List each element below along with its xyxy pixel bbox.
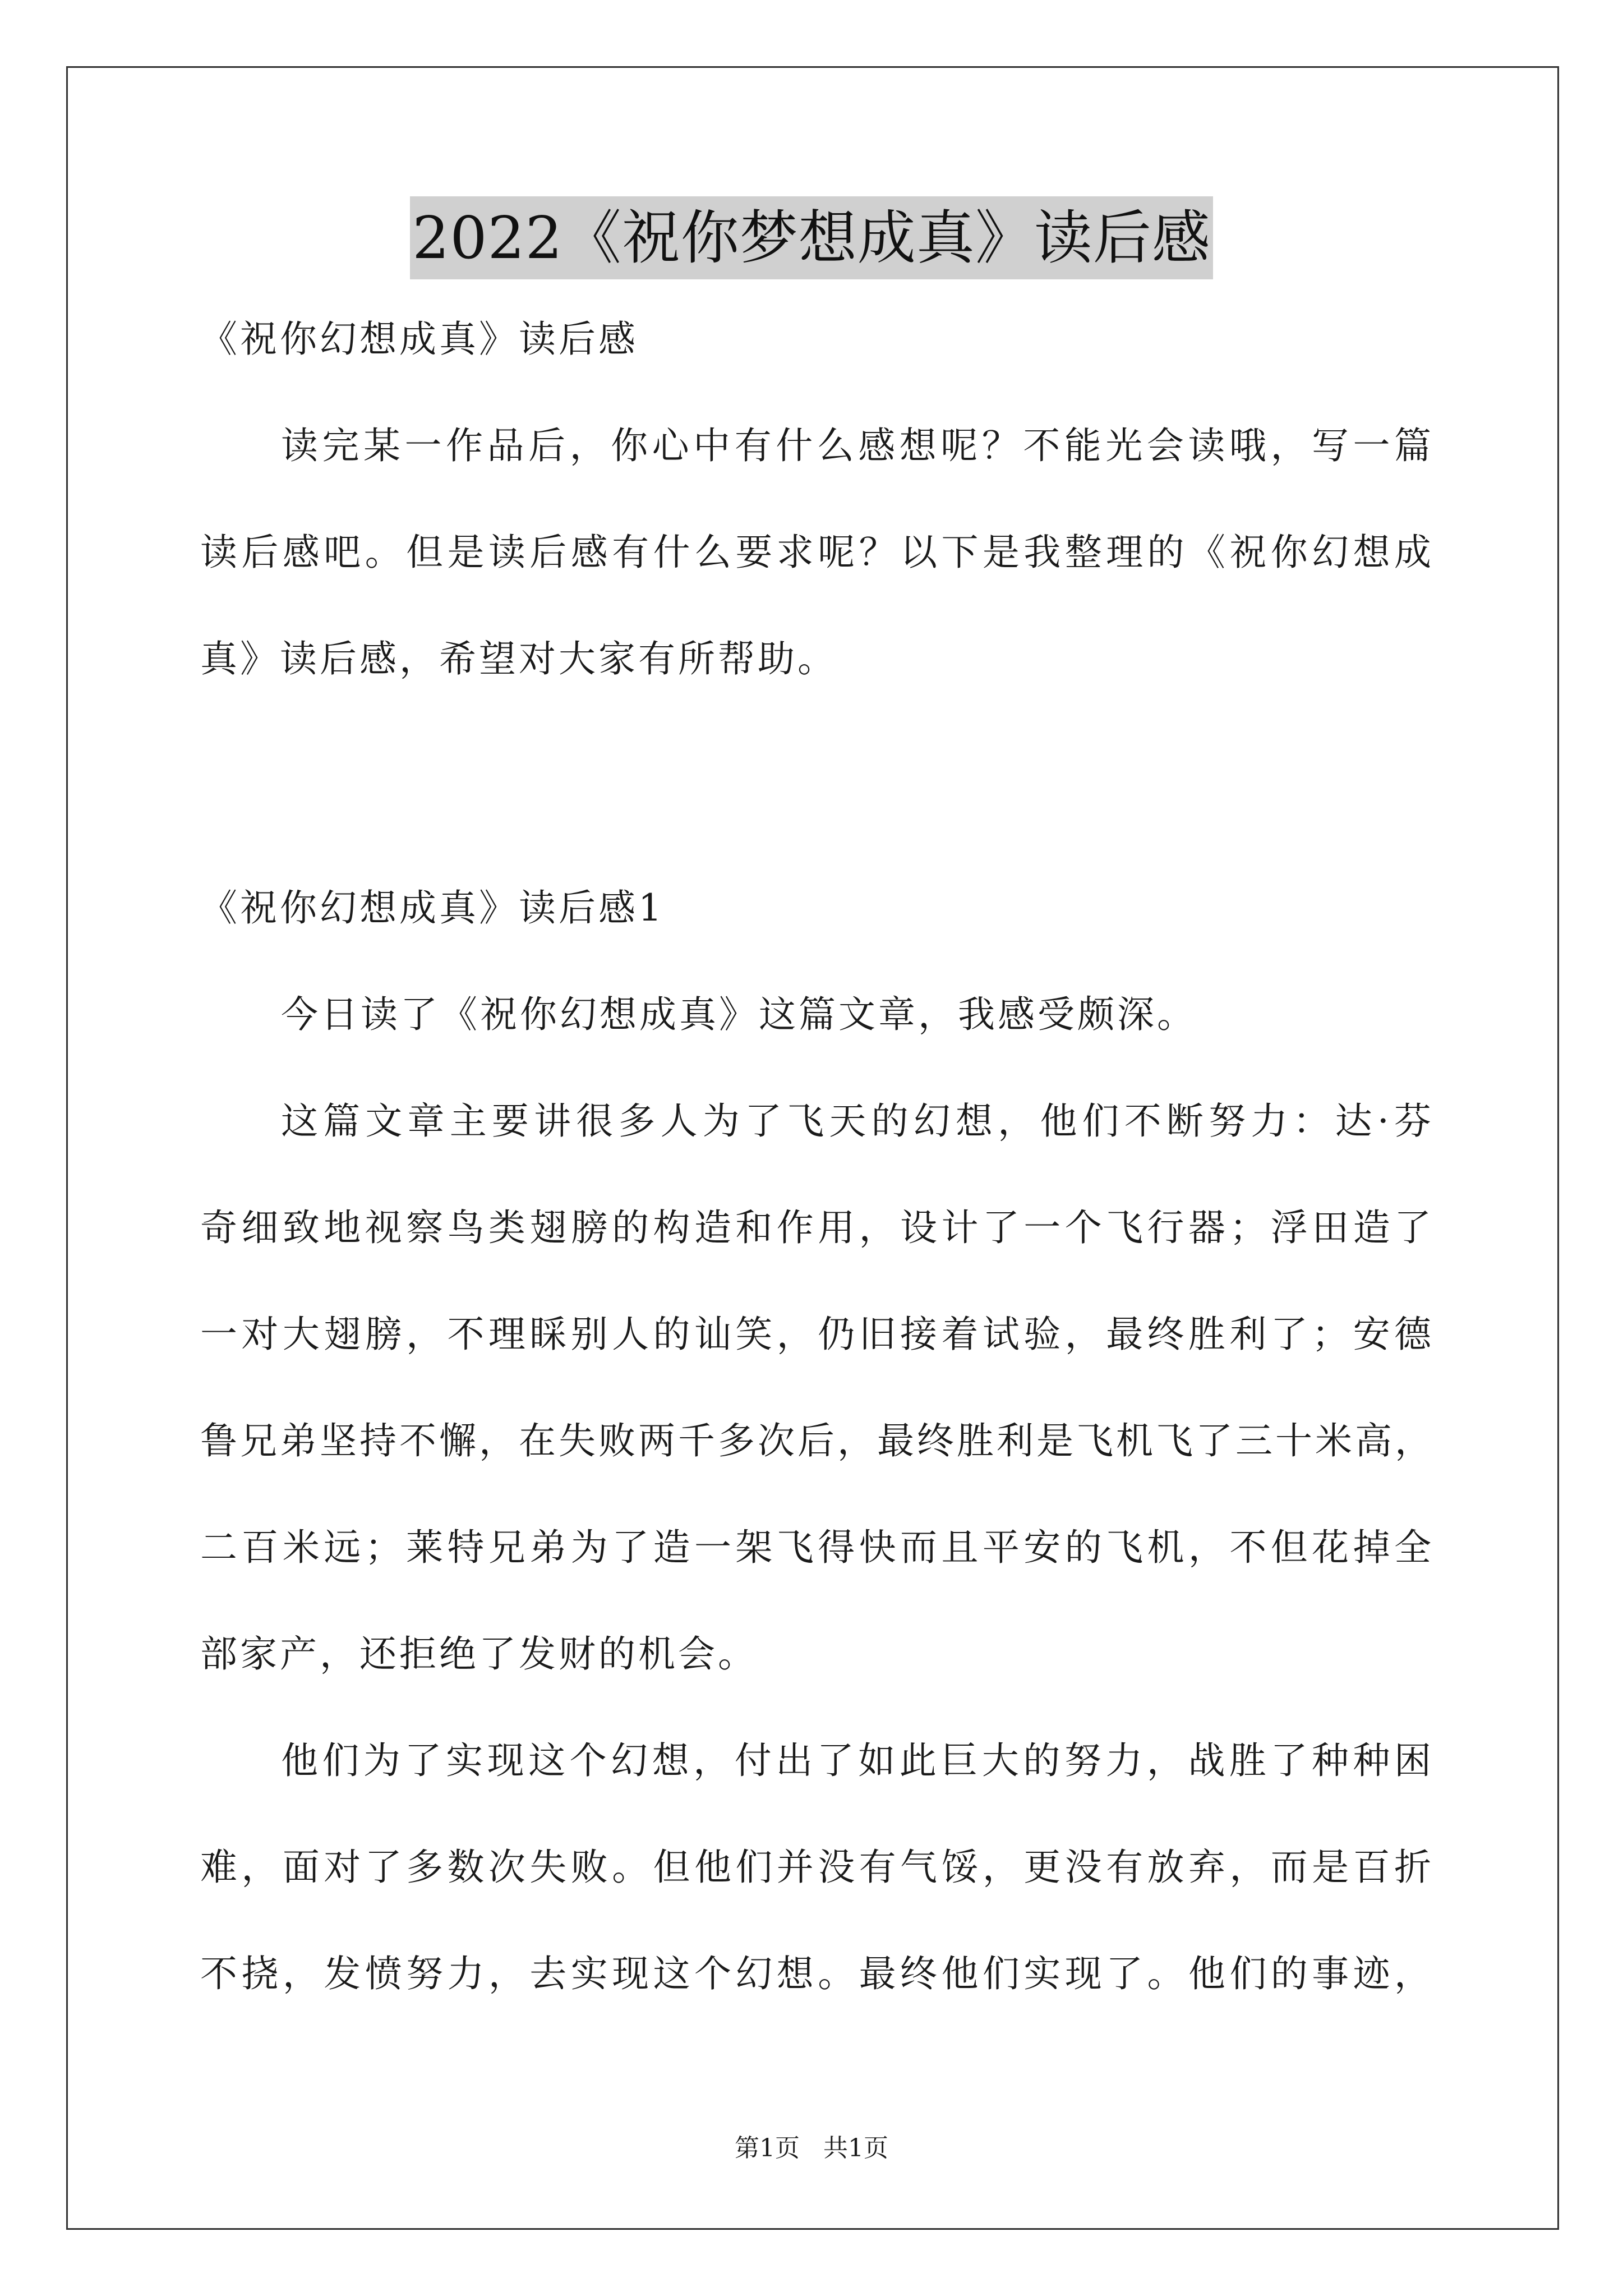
page-footer (0, 2132, 1623, 2165)
paragraph-line: 真》读后感，希望对大家有所帮助。 (200, 637, 837, 680)
title-container (0, 196, 1623, 279)
paragraph-line: 二百米远；莱特兄弟为了造一架飞得快而且平安的飞机，不但花掉全 (200, 1526, 1434, 1569)
paragraph-line: 这篇文章主要讲很多人为了飞天的幻想，他们不断努力：达·芬 (281, 1099, 1434, 1143)
paragraph-line: 他们为了实现这个幻想，付出了如此巨大的努力，战胜了种种困 (281, 1739, 1434, 1782)
section-heading: 《祝你幻想成真》读后感 (200, 318, 638, 361)
page-number: 第1页 (735, 2134, 800, 2162)
paragraph-line: 鲁兄弟坚持不懈，在失败两千多次后，最终胜利是飞机飞了三十米高， (200, 1419, 1435, 1462)
paragraph-line: 今日读了《祝你幻想成真》这篇文章，我感受颇深。 (281, 993, 1197, 1036)
page-border (66, 66, 1559, 2230)
paragraph-line: 读后感吧。但是读后感有什么要求呢？以下是我整理的《祝你幻想成 (200, 531, 1434, 574)
paragraph-line: 奇细致地视察鸟类翅膀的构造和作用，设计了一个飞行器；浮田造了 (200, 1206, 1434, 1249)
paragraph-line: 读完某一作品后，你心中有什么感想呢？不能光会读哦，写一篇 (281, 424, 1434, 467)
paragraph-line: 难，面对了多数次失败。但他们并没有气馁，更没有放弃，而是百折 (200, 1846, 1434, 1889)
paragraph-line: 不挠，发愤努力，去实现这个幻想。最终他们实现了。他们的事迹， (200, 1952, 1434, 1995)
section-heading: 《祝你幻想成真》读后感1 (200, 886, 665, 930)
paragraph-line: 部家产，还拒绝了发财的机会。 (200, 1632, 758, 1676)
page-total: 共1页 (823, 2134, 888, 2162)
paragraph-line: 一对大翅膀，不理睬别人的讪笑，仍旧接着试验，最终胜利了；安德 (200, 1313, 1434, 1356)
document-title: 2022《祝你梦想成真》读后感 (410, 196, 1213, 279)
